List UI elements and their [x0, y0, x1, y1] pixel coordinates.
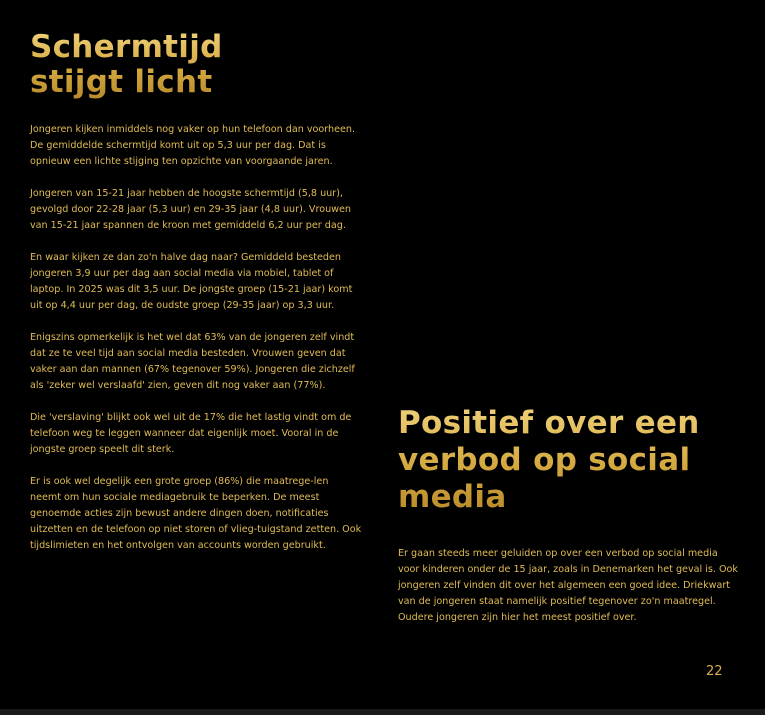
section-title-ban [398, 405, 738, 516]
paragraph-social-media-time: En waar kijken ze dan zo'n halve dag naar? Gemiddeld besteden jongeren 3,9 uur per dag aan social media via mobiel, tablet of laptop. In 2025 was dit 3,5 uur. De jongste groep (15-21 jaar) komt uit op 4,4 uur per dag, de oudste groep (29-35 jaar) op 3,3 uur. [30, 252, 353, 311]
bottom-divider [0, 709, 765, 715]
paragraph-too-much-time: Enigszins opmerkelijk is het wel dat 63% van de jongeren zelf vindt dat ze te veel tijd aan social media besteden. Vrouwen geven dat vaker aan dan mannen (67% tegenover 59%). Jongeren die zichzelf als 'zeker wel verslaafd' zien, geven dit nog vaker aan (77%). [30, 332, 355, 391]
section-title-screen-time [30, 30, 362, 100]
paragraph-measures: Er is ook wel degelijk een grote groep (86%) die maatrege-len neemt om hun sociale mediagebruik te beperken. De meest genoemde acties zijn bewust andere dingen doen, notificaties uitzetten en de telefoon op niet storen of vlieg-tuigstand zetten. Ook tijdslimieten en het ontvolgen van accounts worden gebruikt. [30, 476, 362, 551]
title-line-1: Schermtijd [30, 29, 223, 65]
title-line-2: stijgt licht [30, 64, 213, 100]
title-line-3: media [398, 479, 507, 515]
paragraph-ban: Er gaan steeds meer geluiden op over een verbod op social media voor kinderen onder de 15 jaar, zoals in Denemarken het geval is. Ook jongeren zelf vinden dit over het algemeen een goed idee. Driekwart van de jongeren staat namelijk positief tegenover zo'n maatregel. Oudere jongeren zijn hier het meest positief over. [398, 548, 738, 623]
page-number: 22 [706, 664, 723, 679]
paragraph-intro: Jongeren kijken inmiddels nog vaker op hun telefoon dan voorheen. De gemiddelde schermtijd komt uit op 5,3 uur per dag. Dat is opnieuw een lichte stijging ten opzichte van voorgaande jaren. [30, 124, 356, 167]
left-paragraphs [30, 122, 362, 554]
paragraph-addiction: Die 'verslaving' blijkt ook wel uit de 17% die het lastig vindt om de telefoon weg te leggen wanneer dat eigenlijk moet. Vooral in de jongste groep speelt dit sterk. [30, 412, 352, 455]
right-paragraphs [398, 546, 738, 626]
paragraph-age-groups: Jongeren van 15-21 jaar hebben de hoogste schermtijd (5,8 uur), gevolgd door 22-28 jaar (5,3 uur) en 29-35 jaar (4,8 uur). Vrouwen van 15-21 jaar spannen de kroon met gemiddeld 6,2 uur per dag. [30, 188, 351, 231]
title-line-2: verbod op social [398, 442, 691, 478]
title-line-1: Positief over een [398, 405, 700, 441]
right-column [398, 405, 738, 626]
left-column [30, 30, 362, 554]
